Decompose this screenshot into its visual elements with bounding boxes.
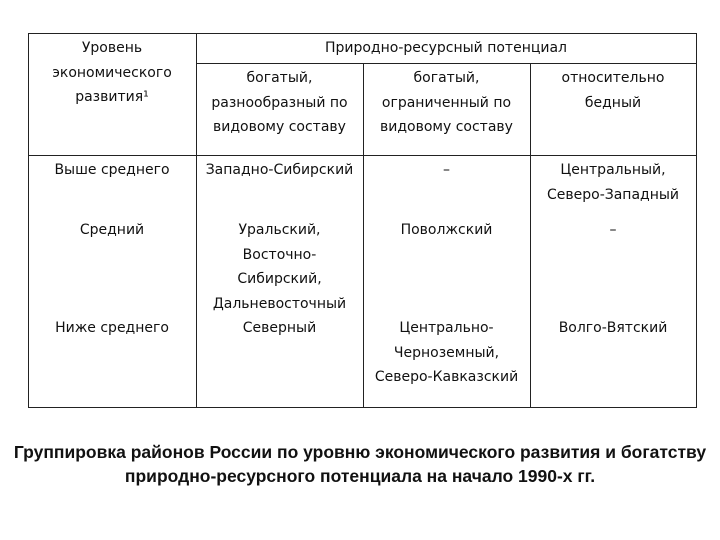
header-group: Природно-ресурсный потенциал: [324, 40, 568, 56]
row-label: Выше среднего: [54, 162, 170, 178]
header-col-2: богатый, ограниченный по видовому составу: [380, 70, 513, 135]
table-cell: Волго-Вятский: [558, 320, 668, 336]
row-label: Средний: [79, 222, 145, 238]
border-right: [696, 33, 697, 408]
table-cell: –: [443, 162, 450, 178]
header-col-1: богатый, разнообразный по видовому составу: [211, 70, 348, 135]
header-col-3: относительно бедный: [561, 70, 665, 111]
table-cell: –: [609, 222, 617, 238]
table-cell: Западно-Сибирский: [205, 162, 354, 178]
table-cell: Уральский, Восточно- Сибирский, Дальневосточный: [212, 222, 347, 312]
row-label: Ниже среднего: [55, 320, 169, 336]
table-caption: Группировка районов России по уровню экономического развития и богатству природно-ресурсного потенциала на начало 1990-х гг.: [13, 442, 707, 486]
table-cell: Центральный, Северо-Западный: [546, 162, 680, 203]
border-group: [196, 63, 697, 64]
table-cell: Центрально- Черноземный, Северо-Кавказский: [374, 320, 519, 385]
border-top: [28, 33, 697, 34]
table-cell: Северный: [242, 320, 317, 336]
header-level: Уровень экономического развития¹: [52, 40, 172, 105]
table-cell: Поволжский: [400, 222, 493, 238]
